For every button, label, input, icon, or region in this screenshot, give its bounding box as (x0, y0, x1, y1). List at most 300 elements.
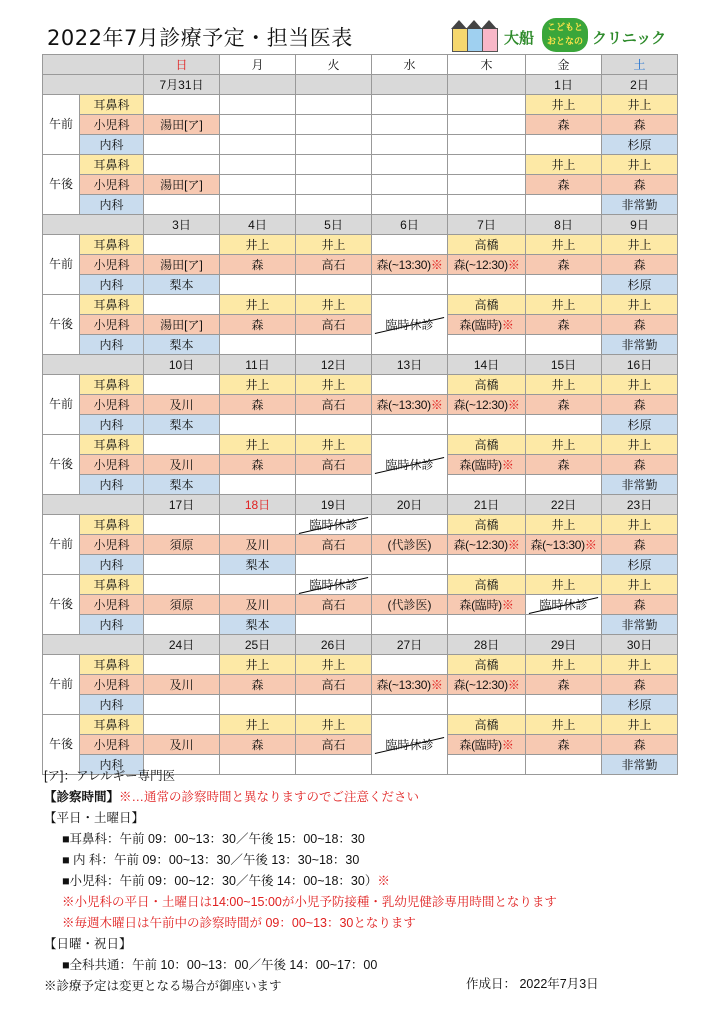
date-cell: 13日 (372, 355, 448, 375)
doctor-cell (372, 195, 448, 215)
doctor-cell (448, 735, 526, 755)
doctor-cell: 非常勤 (602, 195, 678, 215)
doctor-cell: 高石 (296, 395, 372, 415)
date-cell: 18日 (220, 495, 296, 515)
doctor-cell (448, 555, 526, 575)
doctor-cell (296, 135, 372, 155)
doctor-cell (220, 275, 296, 295)
date-row-spacer (43, 75, 144, 95)
doctor-cell (372, 275, 448, 295)
session-pm-label: 午後 (43, 295, 80, 355)
doctor-cell: 湯田[ア] (144, 175, 220, 195)
doctor-cell (372, 615, 448, 635)
doctor-cell: (代診医) (372, 535, 448, 555)
holiday-heading: 【日曜・祝日】 (44, 937, 132, 951)
date-cell: 30日 (602, 635, 678, 655)
doctor-cell: 杉原 (602, 275, 678, 295)
date-cell: 15日 (526, 355, 602, 375)
doctor-cell: 高橋 (448, 235, 526, 255)
date-cell: 25日 (220, 635, 296, 655)
doctor-cell (144, 95, 220, 115)
doctor-cell (144, 555, 220, 575)
dept-label: 耳鼻科 (80, 155, 144, 175)
date-cell: 4日 (220, 215, 296, 235)
doctor-cell: 高石 (296, 455, 372, 475)
doctor-cell (372, 675, 448, 695)
doctor-cell (220, 115, 296, 135)
doctor-cell (144, 655, 220, 675)
doctor-cell: 井上 (602, 95, 678, 115)
weekday-header: 日 (144, 55, 220, 75)
doctor-cell: 森 (526, 735, 602, 755)
doctor-cell: 井上 (296, 295, 372, 315)
doctor-cell (296, 275, 372, 295)
session-am-label: 午前 (43, 235, 80, 295)
doctor-cell (526, 595, 602, 615)
dept-label: 小児科 (80, 675, 144, 695)
session-pm-label: 午後 (43, 575, 80, 635)
pediatric-hours-line (44, 871, 557, 892)
doctor-cell (144, 615, 220, 635)
session-am-label: 午前 (43, 95, 80, 155)
doctor-cell: 森 (602, 535, 678, 555)
pediatric-vaccine-note: ※小児科の平日・土曜日は14:00~15:00が小児予防接種・乳幼児健診専用時間となります (62, 895, 557, 909)
date-cell: 10日 (144, 355, 220, 375)
closed-label: 臨時休診 (309, 578, 358, 592)
doctor-cell: 高石 (296, 315, 372, 335)
doctor-cell: 森 (526, 395, 602, 415)
doctor-cell (220, 575, 296, 595)
doctor-cell (296, 555, 372, 575)
date-cell (448, 75, 526, 95)
doctor-cell (144, 375, 220, 395)
dept-label: 耳鼻科 (80, 655, 144, 675)
doctor-cell: 森 (526, 175, 602, 195)
closed-label: 臨時休診 (309, 518, 358, 532)
doctor-cell (220, 695, 296, 715)
doctor-name: 森(臨時) (459, 458, 502, 472)
clinic-name-right: クリニック (592, 29, 667, 47)
doctor-cell: 井上 (602, 375, 678, 395)
doctor-cell (448, 155, 526, 175)
note-mark: ※ (501, 318, 514, 332)
dept-label: 内科 (80, 195, 144, 215)
corner-cell (43, 55, 144, 75)
date-cell: 2日 (602, 75, 678, 95)
doctor-cell: 森 (220, 395, 296, 415)
date-row-spacer (43, 495, 144, 515)
doctor-cell: 須原 (144, 535, 220, 555)
pediatric-mark: ※ (377, 874, 390, 888)
doctor-cell (144, 435, 220, 455)
doctor-cell: 梨本 (220, 615, 296, 635)
doctor-cell: 杉原 (602, 135, 678, 155)
dept-label: 内科 (80, 755, 144, 775)
doctor-cell (526, 475, 602, 495)
dept-label: 内科 (80, 415, 144, 435)
dept-label: 小児科 (80, 535, 144, 555)
doctor-cell (144, 715, 220, 735)
doctor-cell: 及川 (220, 535, 296, 555)
doctor-cell: 及川 (144, 455, 220, 475)
doctor-cell: 高石 (296, 735, 372, 755)
doctor-cell: 井上 (526, 375, 602, 395)
dept-label: 耳鼻科 (80, 235, 144, 255)
clinic-name-mid-top: こどもと (546, 23, 583, 33)
doctor-cell: 井上 (296, 435, 372, 455)
doctor-cell: 井上 (602, 715, 678, 735)
doctor-cell: 森 (602, 175, 678, 195)
change-note: ※診療予定は変更となる場合が御座います (44, 979, 282, 993)
doctor-cell: 及川 (144, 675, 220, 695)
doctor-cell: 梨本 (144, 275, 220, 295)
doctor-cell (296, 515, 372, 535)
doctor-cell (526, 195, 602, 215)
doctor-cell (448, 255, 526, 275)
doctor-cell: 森 (220, 455, 296, 475)
doctor-cell: 高橋 (448, 375, 526, 395)
date-cell: 11日 (220, 355, 296, 375)
dept-label: 内科 (80, 615, 144, 635)
doctor-cell (296, 615, 372, 635)
doctor-cell (448, 115, 526, 135)
closed-label: 臨時休診 (385, 738, 434, 752)
dept-label: 内科 (80, 335, 144, 355)
doctor-cell (448, 595, 526, 615)
closed-cell (372, 435, 448, 495)
doctor-cell: 井上 (220, 295, 296, 315)
dept-label: 内科 (80, 695, 144, 715)
weekday-header: 金 (526, 55, 602, 75)
doctor-cell (448, 195, 526, 215)
doctor-cell: 森 (220, 315, 296, 335)
doctor-cell: 森 (602, 455, 678, 475)
doctor-cell: 及川 (220, 595, 296, 615)
doctor-cell: 井上 (602, 435, 678, 455)
doctor-cell: 井上 (526, 295, 602, 315)
doctor-cell: 井上 (220, 375, 296, 395)
doctor-cell (448, 615, 526, 635)
session-am-label: 午前 (43, 515, 80, 575)
doctor-name: 森(~13:30) (376, 678, 431, 692)
doctor-cell: 湯田[ア] (144, 255, 220, 275)
doctor-cell (372, 415, 448, 435)
date-cell (372, 75, 448, 95)
doctor-cell: 井上 (526, 155, 602, 175)
doctor-cell: 非常勤 (602, 335, 678, 355)
doctor-cell (296, 115, 372, 135)
doctor-cell (448, 695, 526, 715)
doctor-cell: 高石 (296, 255, 372, 275)
note-mark: ※ (507, 398, 520, 412)
doctor-cell (220, 95, 296, 115)
note-mark: ※ (501, 458, 514, 472)
doctor-cell (144, 235, 220, 255)
doctor-cell: 高橋 (448, 435, 526, 455)
note-mark: ※ (430, 678, 443, 692)
doctor-cell: 森 (220, 735, 296, 755)
doctor-cell (372, 235, 448, 255)
doctor-cell: 井上 (526, 95, 602, 115)
doctor-cell (372, 175, 448, 195)
doctor-cell: 森 (602, 675, 678, 695)
hours-heading: 【診察時間】 (44, 790, 120, 804)
date-row-spacer (43, 355, 144, 375)
note-mark: ※ (430, 258, 443, 272)
doctor-cell (526, 555, 602, 575)
doctor-cell (144, 575, 220, 595)
date-cell: 16日 (602, 355, 678, 375)
doctor-cell: 森 (526, 675, 602, 695)
date-cell: 8日 (526, 215, 602, 235)
doctor-cell: 森 (220, 675, 296, 695)
doctor-cell (296, 95, 372, 115)
doctor-name: 森(~12:30) (453, 258, 508, 272)
doctor-cell: 井上 (296, 375, 372, 395)
doctor-cell (220, 475, 296, 495)
doctor-cell: 梨本 (220, 555, 296, 575)
doctor-cell: 杉原 (602, 415, 678, 435)
doctor-cell (296, 415, 372, 435)
date-cell: 7月31日 (144, 75, 220, 95)
doctor-cell (296, 335, 372, 355)
date-cell: 9日 (602, 215, 678, 235)
date-cell: 27日 (372, 635, 448, 655)
date-cell: 1日 (526, 75, 602, 95)
date-cell: 21日 (448, 495, 526, 515)
session-am-label: 午前 (43, 375, 80, 435)
doctor-cell (526, 615, 602, 635)
dept-label: 小児科 (80, 115, 144, 135)
doctor-cell (372, 255, 448, 275)
doctor-cell (448, 335, 526, 355)
doctor-cell: 井上 (220, 435, 296, 455)
houses-icon (452, 20, 498, 52)
doctor-cell (448, 395, 526, 415)
doctor-name: 森(臨時) (459, 598, 502, 612)
doctor-cell (220, 335, 296, 355)
doctor-cell (372, 375, 448, 395)
dept-label: 耳鼻科 (80, 515, 144, 535)
dept-label: 小児科 (80, 455, 144, 475)
dept-label: 小児科 (80, 315, 144, 335)
doctor-cell (220, 415, 296, 435)
doctor-cell (144, 515, 220, 535)
session-pm-label: 午後 (43, 435, 80, 495)
doctor-name: 森(~13:30) (376, 258, 431, 272)
doctor-cell (448, 535, 526, 555)
doctor-cell (296, 155, 372, 175)
date-cell (220, 75, 296, 95)
doctor-cell: 井上 (526, 575, 602, 595)
dept-label: 小児科 (80, 395, 144, 415)
doctor-cell: 井上 (220, 715, 296, 735)
doctor-cell: 非常勤 (602, 475, 678, 495)
doctor-cell (372, 515, 448, 535)
weekday-header: 木 (448, 55, 526, 75)
doctor-cell: 井上 (526, 715, 602, 735)
doctor-name: 森(~12:30) (453, 678, 508, 692)
doctor-name: 森(~12:30) (453, 538, 508, 552)
dept-label: 小児科 (80, 735, 144, 755)
doctor-cell: 杉原 (602, 555, 678, 575)
clinic-name-mid-bottom: おとなの (546, 37, 583, 47)
doctor-cell (220, 155, 296, 175)
doctor-cell: 井上 (220, 655, 296, 675)
note-mark: ※ (501, 738, 514, 752)
doctor-name: 森(臨時) (459, 318, 502, 332)
dept-label: 小児科 (80, 175, 144, 195)
doctor-cell (372, 395, 448, 415)
date-cell: 7日 (448, 215, 526, 235)
doctor-cell (296, 695, 372, 715)
weekday-header: 火 (296, 55, 372, 75)
doctor-cell: 高橋 (448, 295, 526, 315)
clinic-logo (452, 18, 682, 54)
doctor-name: 森(臨時) (459, 738, 502, 752)
doctor-cell: 高石 (296, 535, 372, 555)
doctor-cell (448, 415, 526, 435)
date-cell: 12日 (296, 355, 372, 375)
doctor-cell (220, 175, 296, 195)
doctor-cell (372, 115, 448, 135)
note-mark: ※ (584, 538, 597, 552)
doctor-name: 森(~12:30) (453, 398, 508, 412)
doctor-cell (372, 555, 448, 575)
dept-label: 耳鼻科 (80, 575, 144, 595)
closed-label: 臨時休診 (385, 458, 434, 472)
closed-cell (372, 295, 448, 355)
session-pm-label: 午後 (43, 715, 80, 775)
weekday-header: 水 (372, 55, 448, 75)
dept-label: 耳鼻科 (80, 295, 144, 315)
clinic-name-left: 大船 (504, 29, 535, 47)
dept-label: 内科 (80, 555, 144, 575)
doctor-cell: 高橋 (448, 515, 526, 535)
dept-label: 内科 (80, 475, 144, 495)
notes-section (44, 766, 557, 997)
doctor-cell (526, 335, 602, 355)
clinic-name-mid (542, 18, 588, 52)
closed-label: 臨時休診 (539, 598, 588, 612)
pediatric-hours: ■小児科：午前 09：00~12：30／午後 14：00~18：30） (62, 874, 378, 888)
doctor-cell (220, 195, 296, 215)
doctor-cell (144, 155, 220, 175)
note-mark: ※ (507, 258, 520, 272)
doctor-cell: 高橋 (448, 655, 526, 675)
date-cell: 26日 (296, 635, 372, 655)
dept-label: 内科 (80, 135, 144, 155)
doctor-cell (296, 195, 372, 215)
doctor-cell: 井上 (220, 235, 296, 255)
date-cell: 28日 (448, 635, 526, 655)
created-date: 作成日： 2022年7月3日 (466, 977, 599, 991)
doctor-cell: 井上 (296, 235, 372, 255)
doctor-cell: 井上 (526, 435, 602, 455)
doctor-cell (448, 95, 526, 115)
doctor-cell: 森 (602, 595, 678, 615)
session-pm-label: 午後 (43, 155, 80, 215)
doctor-cell (526, 535, 602, 555)
doctor-cell: 及川 (144, 735, 220, 755)
doctor-cell (526, 275, 602, 295)
doctor-cell: 森 (526, 115, 602, 135)
note-mark: ※ (501, 598, 514, 612)
doctor-cell: 森 (602, 315, 678, 335)
doctor-cell (526, 695, 602, 715)
doctor-cell (372, 135, 448, 155)
doctor-cell: 井上 (602, 575, 678, 595)
dept-label: 耳鼻科 (80, 95, 144, 115)
doctor-cell: 高橋 (448, 575, 526, 595)
date-cell: 17日 (144, 495, 220, 515)
doctor-cell: 森 (526, 255, 602, 275)
dept-label: 耳鼻科 (80, 435, 144, 455)
date-cell: 29日 (526, 635, 602, 655)
date-cell: 22日 (526, 495, 602, 515)
doctor-cell: 森 (602, 735, 678, 755)
page-title: 2022年7月診療予定・担当医表 (47, 26, 353, 50)
doctor-cell: 井上 (296, 715, 372, 735)
doctor-cell: 森 (526, 455, 602, 475)
doctor-cell (372, 575, 448, 595)
internal-hours: ■ 内 科：午前 09：00~13：30／午後 13：30~18：30 (62, 853, 360, 867)
doctor-cell: 及川 (144, 395, 220, 415)
doctor-cell: (代診医) (372, 595, 448, 615)
doctor-cell (448, 275, 526, 295)
note-mark: ※ (507, 538, 520, 552)
session-am-label: 午前 (43, 655, 80, 715)
doctor-cell: 森 (526, 315, 602, 335)
dept-label: 内科 (80, 275, 144, 295)
date-cell: 14日 (448, 355, 526, 375)
doctor-cell: 井上 (526, 655, 602, 675)
doctor-cell (372, 95, 448, 115)
doctor-cell: 井上 (526, 235, 602, 255)
doctor-cell: 森 (220, 255, 296, 275)
schedule-table (42, 54, 678, 775)
doctor-cell: 梨本 (144, 475, 220, 495)
doctor-cell: 須原 (144, 595, 220, 615)
doctor-name: 森(~13:30) (530, 538, 585, 552)
doctor-cell: 湯田[ア] (144, 115, 220, 135)
dept-label: 小児科 (80, 595, 144, 615)
closed-label: 臨時休診 (385, 318, 434, 332)
dept-label: 小児科 (80, 255, 144, 275)
thursday-note: ※毎週木曜日は午前中の診察時間が 09：00~13：30となります (62, 916, 416, 930)
doctor-cell: 井上 (526, 515, 602, 535)
doctor-cell (448, 135, 526, 155)
date-row-spacer (43, 635, 144, 655)
note-mark: ※ (507, 678, 520, 692)
doctor-cell (296, 475, 372, 495)
date-cell: 3日 (144, 215, 220, 235)
doctor-cell: 杉原 (602, 695, 678, 715)
doctor-cell (220, 135, 296, 155)
doctor-cell: 非常勤 (602, 755, 678, 775)
doctor-cell (372, 695, 448, 715)
doctor-cell (220, 515, 296, 535)
doctor-cell (144, 695, 220, 715)
doctor-cell: 梨本 (144, 415, 220, 435)
doctor-cell: 湯田[ア] (144, 315, 220, 335)
doctor-cell: 井上 (602, 655, 678, 675)
doctor-cell (144, 195, 220, 215)
doctor-cell: 高石 (296, 595, 372, 615)
doctor-cell (372, 655, 448, 675)
doctor-cell: 井上 (602, 515, 678, 535)
doctor-cell: 井上 (602, 155, 678, 175)
